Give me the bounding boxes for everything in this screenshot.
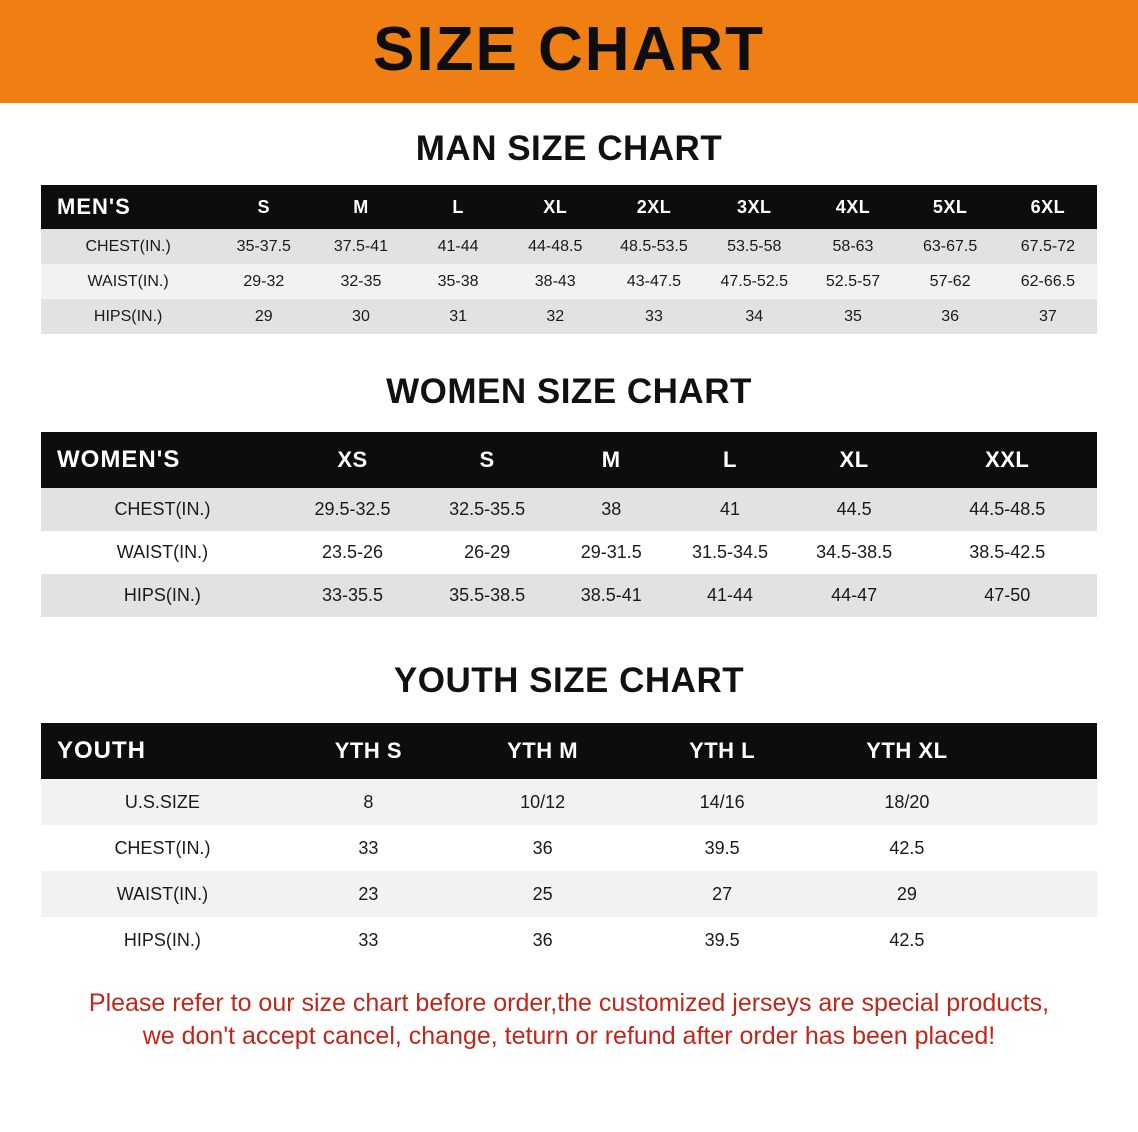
women-row0-label: CHEST(IN.) [41, 488, 284, 531]
footer-note-line-2: we don't accept cancel, change, teturn or refund after order has been placed! [142, 1022, 996, 1050]
table-row [41, 299, 1097, 334]
man-header-cell-8: 5XL [932, 196, 968, 217]
women-table-header-row [41, 432, 1097, 488]
man-header-cell-2: M [353, 196, 369, 217]
man-row2-cell1: 30 [312, 299, 409, 334]
youth-row0-cell2: 14/16 [632, 779, 812, 825]
women-row1-cell4: 34.5-38.5 [791, 531, 918, 574]
youth-row1-cell0: 33 [284, 825, 453, 871]
women-header-cell-0: WOMEN'S [57, 446, 181, 473]
man-row1-cell1: 32-35 [312, 264, 409, 299]
man-row1-label: WAIST(IN.) [41, 264, 215, 299]
youth-row0-cell1: 10/12 [453, 779, 633, 825]
man-header-cell-6: 3XL [737, 196, 772, 217]
women-row2-cell1: 35.5-38.5 [421, 574, 553, 617]
table-row [41, 825, 1097, 871]
women-row0-cell3: 41 [669, 488, 790, 531]
table-row [41, 574, 1097, 617]
women-section-heading: WOMEN SIZE CHART [386, 372, 752, 411]
man-row0-cell2: 41-44 [410, 229, 507, 264]
women-row2-cell3: 41-44 [669, 574, 790, 617]
youth-row2-cell2: 27 [632, 871, 812, 917]
table-row [41, 488, 1097, 531]
table-row [41, 917, 1097, 963]
women-size-table-wrap [41, 432, 1097, 617]
table-row [41, 531, 1097, 574]
youth-section-heading: YOUTH SIZE CHART [393, 661, 745, 700]
youth-header-cell-spacer [1002, 723, 1097, 779]
man-row1-cell0: 29-32 [215, 264, 312, 299]
youth-row0-cell3: 18/20 [812, 779, 1002, 825]
table-row [41, 264, 1097, 299]
women-row0-cell5: 44.5-48.5 [917, 488, 1097, 531]
man-row0-cell6: 58-63 [804, 229, 901, 264]
man-row0-cell8: 67.5-72 [999, 229, 1097, 264]
man-header-cell-0: MEN'S [57, 194, 131, 219]
youth-row1-spacer [1002, 825, 1097, 871]
youth-row1-cell3: 42.5 [812, 825, 1002, 871]
man-row1-cell3: 38-43 [507, 264, 604, 299]
women-row2-cell5: 47-50 [917, 574, 1097, 617]
women-row1-cell1: 26-29 [421, 531, 553, 574]
man-row0-cell0: 35-37.5 [215, 229, 312, 264]
man-header-cell-4: XL [543, 196, 568, 217]
table-row [41, 871, 1097, 917]
youth-row3-cell3: 42.5 [812, 917, 1002, 963]
footer-note [54, 987, 1084, 1053]
man-row2-cell6: 35 [804, 299, 901, 334]
page-banner [0, 0, 1138, 103]
table-row [41, 779, 1097, 825]
women-row1-cell5: 38.5-42.5 [917, 531, 1097, 574]
women-header-cell-1: XS [337, 447, 368, 472]
youth-row3-label: HIPS(IN.) [41, 917, 284, 963]
women-header-cell-2: S [479, 447, 495, 472]
women-header-cell-5: XL [839, 447, 869, 472]
youth-row3-cell1: 36 [453, 917, 633, 963]
women-row0-cell4: 44.5 [791, 488, 918, 531]
man-row0-cell3: 44-48.5 [507, 229, 604, 264]
women-row2-cell4: 44-47 [791, 574, 918, 617]
youth-size-table [41, 723, 1097, 963]
women-row1-cell0: 23.5-26 [284, 531, 421, 574]
man-header-cell-3: L [452, 196, 464, 217]
man-header-cell-7: 4XL [835, 196, 871, 217]
women-row0-cell2: 38 [553, 488, 669, 531]
man-row0-cell1: 37.5-41 [312, 229, 409, 264]
man-row1-cell7: 57-62 [902, 264, 999, 299]
man-header-cell-9: 6XL [1030, 196, 1066, 217]
man-row2-cell2: 31 [410, 299, 507, 334]
man-row2-cell0: 29 [215, 299, 312, 334]
man-row2-cell3: 32 [507, 299, 604, 334]
women-row1-cell3: 31.5-34.5 [669, 531, 790, 574]
youth-size-table-wrap [41, 723, 1097, 963]
youth-row1-label: CHEST(IN.) [41, 825, 284, 871]
man-header-cell-1: S [257, 196, 271, 217]
youth-header-cell-3: YTH L [689, 738, 756, 763]
women-row2-cell0: 33-35.5 [284, 574, 421, 617]
man-size-table-wrap [41, 185, 1097, 334]
man-row2-label: HIPS(IN.) [41, 299, 215, 334]
youth-row2-label: WAIST(IN.) [41, 871, 284, 917]
man-row1-cell6: 52.5-57 [804, 264, 901, 299]
women-row1-cell2: 29-31.5 [553, 531, 669, 574]
youth-row3-cell2: 39.5 [632, 917, 812, 963]
youth-row2-cell1: 25 [453, 871, 633, 917]
youth-row3-cell0: 33 [284, 917, 453, 963]
youth-row0-spacer [1002, 779, 1097, 825]
man-row1-cell2: 35-38 [410, 264, 507, 299]
youth-row1-cell1: 36 [453, 825, 633, 871]
women-row0-cell0: 29.5-32.5 [284, 488, 421, 531]
youth-row2-cell0: 23 [284, 871, 453, 917]
table-row [41, 229, 1097, 264]
youth-table-header-row [41, 723, 1097, 779]
women-row0-cell1: 32.5-35.5 [421, 488, 553, 531]
man-row1-cell8: 62-66.5 [999, 264, 1097, 299]
youth-row2-cell3: 29 [812, 871, 1002, 917]
man-table-header-row [41, 185, 1097, 229]
women-row2-label: HIPS(IN.) [41, 574, 284, 617]
man-row2-cell8: 37 [999, 299, 1097, 334]
youth-header-cell-2: YTH M [507, 738, 579, 763]
man-row2-cell4: 33 [604, 299, 704, 334]
women-header-cell-6: XXL [985, 447, 1030, 472]
women-row2-cell2: 38.5-41 [553, 574, 669, 617]
man-row0-cell7: 63-67.5 [902, 229, 999, 264]
youth-header-cell-0: YOUTH [57, 737, 146, 764]
youth-row1-cell2: 39.5 [632, 825, 812, 871]
man-header-cell-5: 2XL [636, 196, 672, 217]
women-row1-label: WAIST(IN.) [41, 531, 284, 574]
man-row2-cell5: 34 [704, 299, 804, 334]
youth-row0-cell0: 8 [284, 779, 453, 825]
man-section-heading: MAN SIZE CHART [415, 129, 723, 168]
man-row2-cell7: 36 [902, 299, 999, 334]
man-size-table [41, 185, 1097, 334]
man-row0-cell4: 48.5-53.5 [604, 229, 704, 264]
women-header-cell-4: L [723, 447, 737, 472]
women-size-table [41, 432, 1097, 617]
page-title: SIZE CHART [373, 14, 765, 84]
man-row1-cell4: 43-47.5 [604, 264, 704, 299]
youth-header-cell-4: YTH XL [866, 738, 948, 763]
youth-row3-spacer [1002, 917, 1097, 963]
man-row1-cell5: 47.5-52.5 [704, 264, 804, 299]
man-row0-label: CHEST(IN.) [41, 229, 215, 264]
youth-header-cell-1: YTH S [334, 738, 402, 763]
youth-row2-spacer [1002, 871, 1097, 917]
women-header-cell-3: M [601, 447, 621, 472]
youth-row0-label: U.S.SIZE [41, 779, 284, 825]
man-row0-cell5: 53.5-58 [704, 229, 804, 264]
footer-note-line-1: Please refer to our size chart before order,the customized jerseys are special products, [88, 989, 1050, 1017]
